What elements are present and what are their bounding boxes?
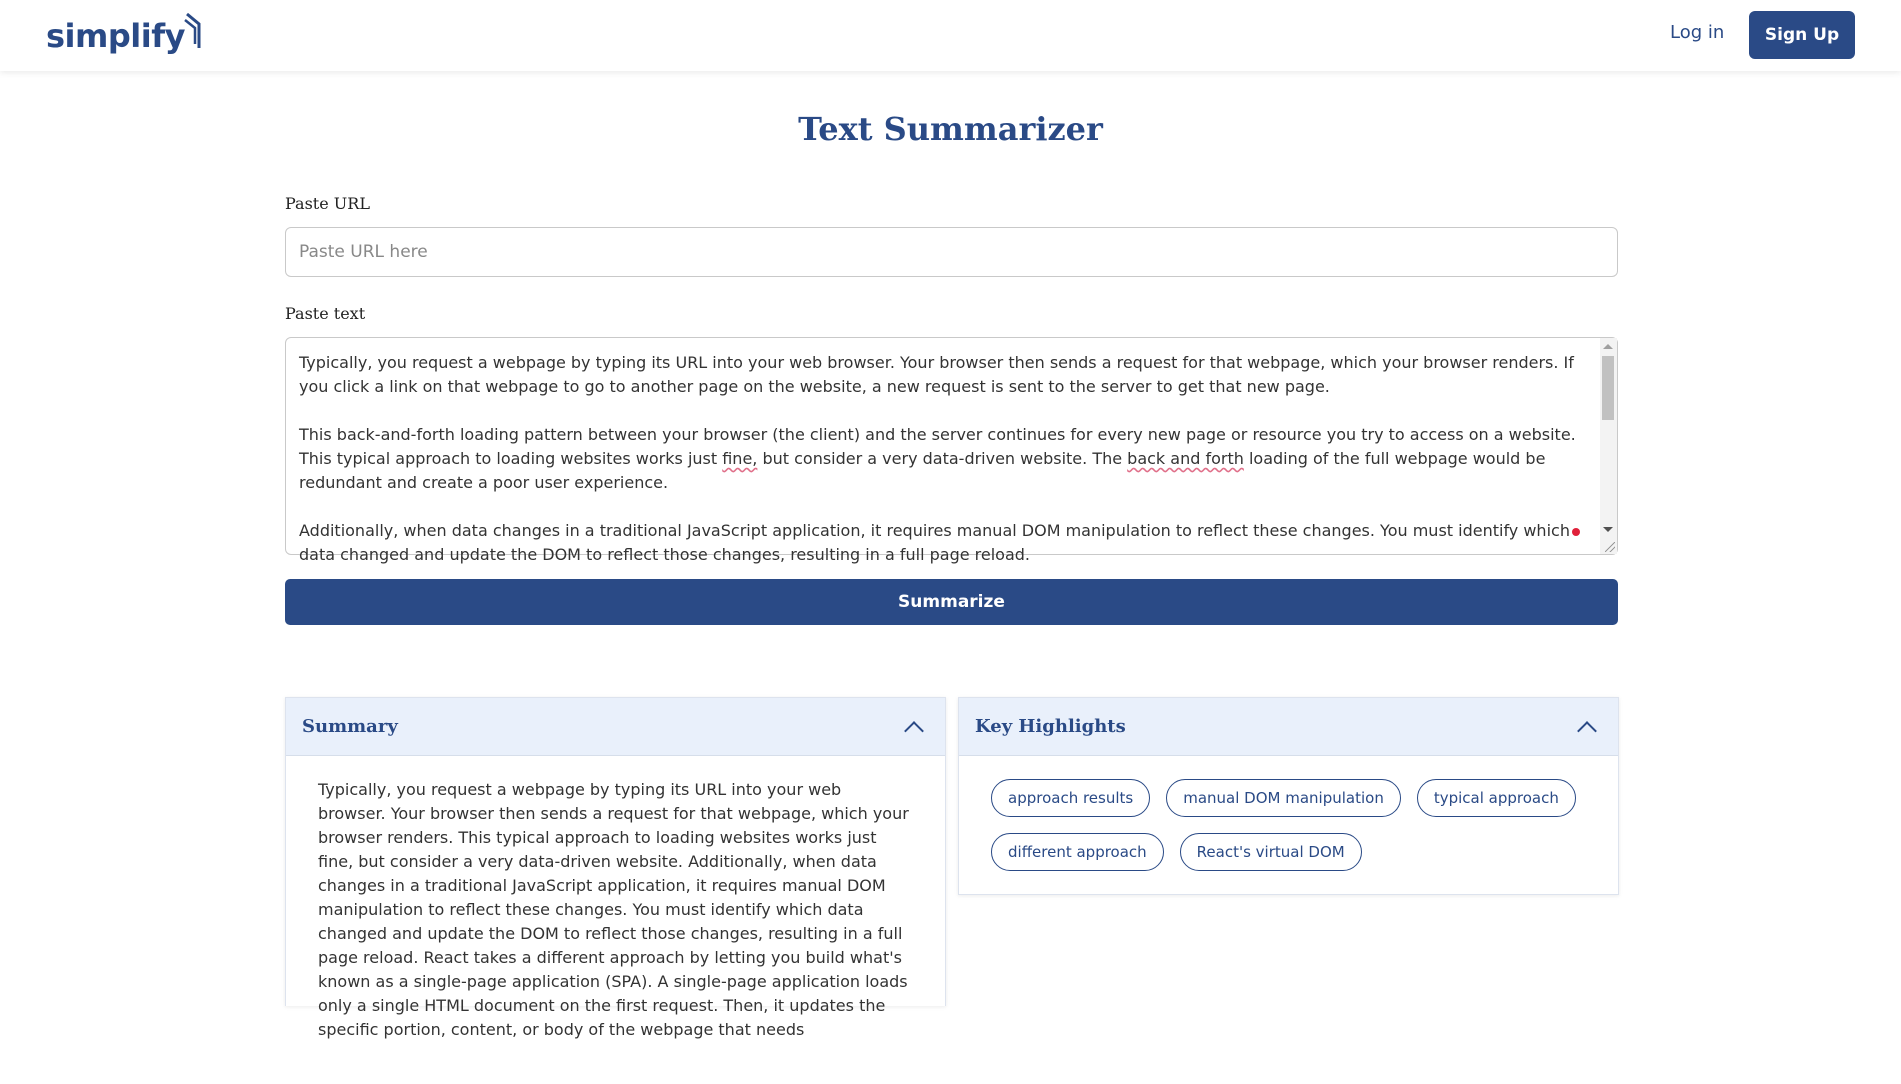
textarea-scrollbar[interactable] xyxy=(1600,338,1617,554)
chevron-up-icon[interactable] xyxy=(904,721,924,741)
page-title: Text Summarizer xyxy=(798,110,1103,148)
highlights-title: Key Highlights xyxy=(975,716,1126,737)
summary-text: Typically, you request a webpage by typing its URL into your web browser. Your browser then sends a request for that webpage, which your browser renders. This typical approach to loading websites works just fine, but consider a very data-driven website. Additionally, when data changes in a traditional JavaScript application, it requires manual DOM manipulation to reflect these changes. You must identify which data changed and update the DOM to reflect those changes, resulting in a full page reload. React takes a different approach by letting you build what's known as a single-page application (SPA). A single-page application loads only a single HTML document on the first request. Then, it updates the specific portion, content, or body of the webpage that needs xyxy=(318,780,909,1039)
logo-arrow-icon xyxy=(183,10,203,54)
url-label: Paste URL xyxy=(285,194,370,213)
text-input[interactable] xyxy=(285,337,1618,564)
text-paragraph: Additionally, when data changes in a traditional JavaScript application, it requires manual DOM manipulation to reflect these changes. You must identify which data changed and update the DOM to reflect those changes, resulting in a full page reload. xyxy=(299,521,1570,564)
highlight-chip[interactable]: typical approach xyxy=(1417,779,1576,817)
scroll-down-arrow-icon[interactable] xyxy=(1603,527,1613,532)
summary-panel xyxy=(285,697,946,1039)
text-input-content xyxy=(299,351,1589,591)
chevron-up-icon[interactable] xyxy=(1577,721,1597,741)
highlight-chip[interactable]: approach results xyxy=(991,779,1150,817)
summarize-button[interactable]: Summarize xyxy=(285,579,1618,625)
scroll-up-arrow-icon[interactable] xyxy=(1603,344,1613,349)
text-paragraph: This back-and-forth loading pattern between your browser (the client) and the server continues for every new page or resource you try to access on a website. This typical approach to loading websites works just fine, but consider a very data-driven website. The back and forth loading of the full webpage would be redundant and create a poor user experience. xyxy=(299,425,1576,492)
login-link[interactable]: Log in xyxy=(1670,22,1725,43)
highlight-chip[interactable]: different approach xyxy=(991,833,1164,871)
grammar-marker-icon xyxy=(1572,528,1580,536)
simplify-logo[interactable] xyxy=(46,10,203,58)
highlights-panel-header[interactable] xyxy=(959,698,1618,756)
summary-title: Summary xyxy=(302,716,398,737)
highlight-chips xyxy=(959,756,1618,871)
highlight-chip[interactable]: React's virtual DOM xyxy=(1180,833,1362,871)
scroll-thumb[interactable] xyxy=(1602,356,1614,420)
top-header xyxy=(0,0,1901,71)
signup-button[interactable]: Sign Up xyxy=(1749,11,1855,59)
resize-handle-icon[interactable] xyxy=(1605,542,1615,552)
text-paragraph: Typically, you request a webpage by typing its URL into your web browser. Your browser then sends a request for that webpage, which your browser renders. If you click a link on that webpage to go to another page on the website, a new request is sent to the server to get that new page. xyxy=(299,353,1574,396)
url-input[interactable] xyxy=(285,227,1618,277)
highlight-chip[interactable]: manual DOM manipulation xyxy=(1166,779,1401,817)
logo-text: simplify xyxy=(46,17,185,55)
key-highlights-panel xyxy=(958,697,1619,895)
summary-panel-header[interactable] xyxy=(286,698,945,756)
text-label: Paste text xyxy=(285,304,366,323)
